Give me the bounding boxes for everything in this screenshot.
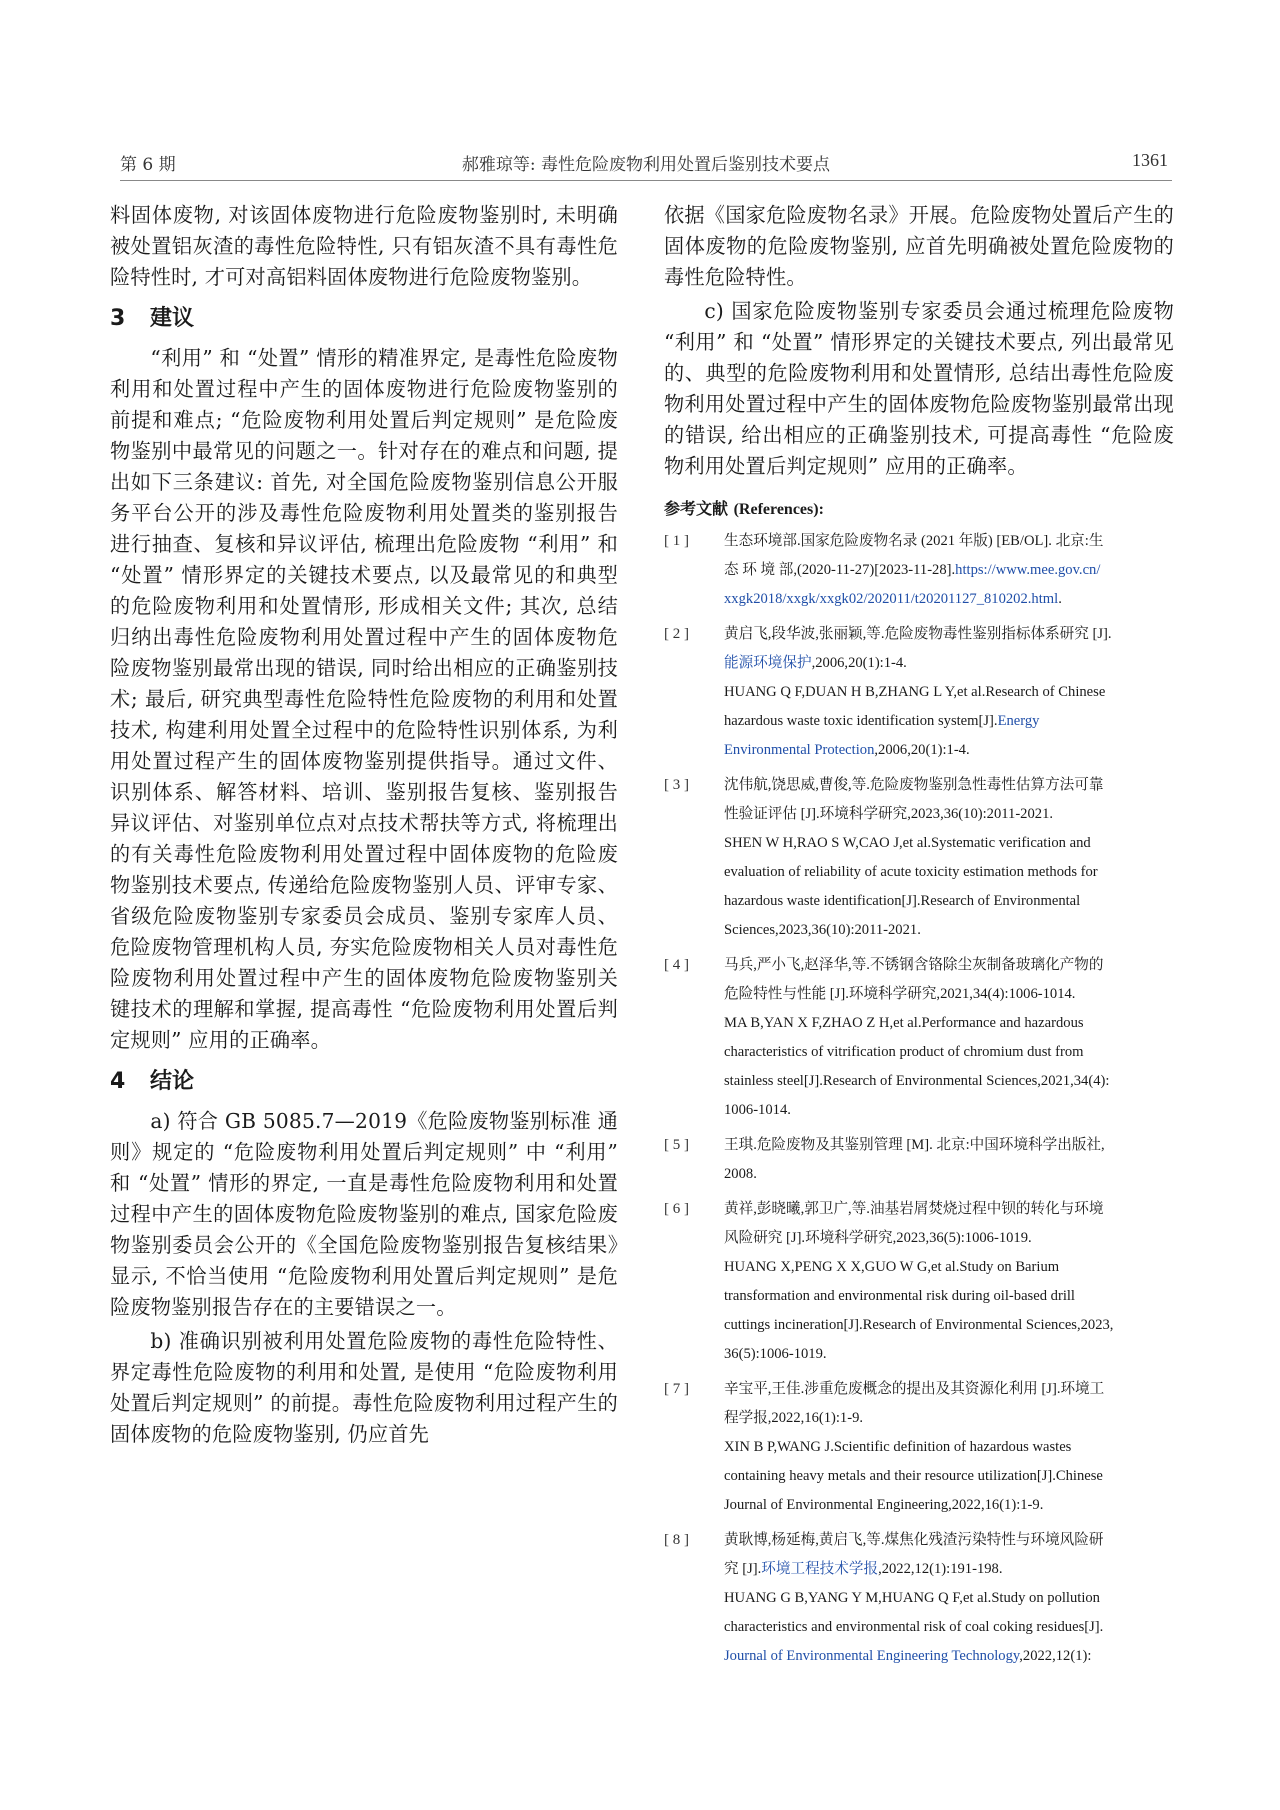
reference-line bbox=[724, 916, 1174, 945]
reference-number: [ 6 ] bbox=[664, 1201, 689, 1217]
reference-text: 态 环 境 部,(2020-11-27)[2023-11-28]. bbox=[724, 562, 956, 578]
reference-number: [ 4 ] bbox=[664, 957, 689, 973]
reference-link[interactable]: Journal of Environmental Engineering Technology bbox=[724, 1648, 1020, 1664]
reference-link[interactable]: Environmental Protection bbox=[724, 742, 875, 758]
conclusion-c: c) 国家危险废物鉴别专家委员会通过梳理危险废物 “利用” 和 “处置” 情形界定的关键技术要点, 列出最常见的、典型的危险废物利用和处置情形, 总结出毒性危险废物利用处置过程中产生的固体废物危险废物鉴别最常出现的错误, 给出相应的正确鉴别技术, 可提高毒性 “危险废物利用处置后判定规则” 应用的正确率。 bbox=[664, 299, 1174, 478]
paragraph-continued: 料固体废物, 对该固体废物进行危险废物鉴别时, 未明确被处置铝灰渣的毒性危险特性, 只有铝灰渣不具有毒性危险特性时, 才可对高铝料固体废物进行危险废物鉴别。 bbox=[110, 203, 618, 289]
reference-line bbox=[724, 1404, 1174, 1433]
reference-line bbox=[724, 1613, 1174, 1642]
reference-number: [ 2 ] bbox=[664, 626, 689, 642]
references-title-cn: 参考文献 bbox=[664, 499, 729, 518]
reference-line bbox=[724, 1038, 1174, 1067]
section-3-heading bbox=[110, 303, 618, 335]
reference-line bbox=[724, 1642, 1174, 1671]
references-title-en: (References): bbox=[733, 501, 824, 518]
reference-text: ,2006,20(1):1-4. bbox=[811, 655, 907, 671]
reference-link[interactable]: 环境工程技术学报 bbox=[761, 1561, 879, 1577]
reference-line bbox=[724, 620, 1174, 649]
conclusion-a: a) 符合 GB 5085.7—2019《危险废物鉴别标准 通则》规定的 “危险废物利用处置后判定规则” 中 “利用” 和 “处置” 情形的界定, 一直是毒性危险废物利用和处置过程中产生的固体废物危险废物鉴别的难点, 国家危险废物鉴别委员会公开的《全国危险废物鉴别报告复核结果》显示, 不恰当使用 “危险废物利用处置后判定规则” 是危险废物鉴别报告存在的主要错误之一。 bbox=[110, 1109, 618, 1319]
reference-item bbox=[664, 1131, 1174, 1189]
reference-text: 黄祥,彭晓曦,郭卫广,等.油基岩屑焚烧过程中钡的转化与环境 bbox=[724, 1201, 1104, 1217]
reference-text: Journal of Environmental Engineering,2022,16(1):1-9. bbox=[724, 1497, 1044, 1513]
section-number: 3 bbox=[110, 306, 126, 331]
reference-text: 危险特性与性能 [J].环境科学研究,2021,34(4):1006-1014. bbox=[724, 986, 1076, 1002]
issue-number: 第 6 期 bbox=[120, 155, 176, 175]
reference-text: 性验证评估 [J].环境科学研究,2023,36(10):2011-2021. bbox=[724, 806, 1054, 822]
reference-item bbox=[664, 771, 1174, 945]
reference-line bbox=[724, 1282, 1174, 1311]
section-title: 建议 bbox=[150, 306, 195, 331]
reference-line bbox=[724, 1195, 1174, 1224]
conclusion-b-continued: 依据《国家危险废物名录》开展。危险废物处置后产生的固体废物的危险废物鉴别, 应首先明确被处置危险废物的毒性危险特性。 bbox=[664, 203, 1174, 289]
running-title: 郝雅琼等: 毒性危险废物利用处置后鉴别技术要点 bbox=[461, 155, 831, 175]
reference-line bbox=[724, 1433, 1174, 1462]
reference-text: Sciences,2023,36(10):2011-2021. bbox=[724, 922, 921, 938]
reference-item bbox=[664, 620, 1174, 765]
reference-text: 风险研究 [J].环境科学研究,2023,36(5):1006-1019. bbox=[724, 1230, 1032, 1246]
reference-line bbox=[724, 1526, 1174, 1555]
reference-text: cuttings incineration[J].Research of Environmental Sciences,2023, bbox=[724, 1317, 1114, 1333]
reference-text: transformation and environmental risk during oil-based drill bbox=[724, 1288, 1075, 1304]
reference-number: [ 8 ] bbox=[664, 1532, 689, 1548]
reference-text: ,2006,20(1):1-4. bbox=[874, 742, 970, 758]
reference-line bbox=[724, 829, 1174, 858]
right-column bbox=[664, 200, 1174, 1677]
reference-text: hazardous waste toxic identification system[J]. bbox=[724, 713, 998, 729]
reference-line bbox=[724, 887, 1174, 916]
reference-line bbox=[724, 649, 1174, 678]
reference-text: 黄耿博,杨延梅,黄启飞,等.煤焦化残渣污染特性与环境风险研 bbox=[724, 1532, 1104, 1548]
running-header bbox=[120, 146, 1172, 181]
reference-line bbox=[724, 1253, 1174, 1282]
reference-item bbox=[664, 1526, 1174, 1671]
reference-line bbox=[724, 800, 1174, 829]
reference-text: characteristics of vitrification product of chromium dust from bbox=[724, 1044, 1084, 1060]
reference-text: hazardous waste identification[J].Research of Environmental bbox=[724, 893, 1081, 909]
reference-number: [ 1 ] bbox=[664, 533, 689, 549]
reference-text: 2008. bbox=[724, 1166, 757, 1182]
reference-line bbox=[724, 736, 1174, 765]
reference-text: 程学报,2022,16(1):1-9. bbox=[724, 1410, 864, 1426]
reference-line bbox=[724, 771, 1174, 800]
reference-text: MA B,YAN X F,ZHAO Z H,et al.Performance and hazardous bbox=[724, 1015, 1084, 1031]
reference-text: containing heavy metals and their resource utilization[J].Chinese bbox=[724, 1468, 1103, 1484]
reference-number: [ 3 ] bbox=[664, 777, 689, 793]
reference-text: 究 [J]. bbox=[724, 1561, 762, 1577]
reference-line bbox=[724, 527, 1174, 556]
reference-text: . bbox=[1058, 591, 1062, 607]
reference-text: 生态环境部.国家危险废物名录 (2021 年版) [EB/OL]. 北京:生 bbox=[724, 533, 1104, 549]
reference-line bbox=[724, 1555, 1174, 1584]
reference-line bbox=[724, 1340, 1174, 1369]
reference-item bbox=[664, 1375, 1174, 1520]
reference-line bbox=[724, 858, 1174, 887]
reference-text: 36(5):1006-1019. bbox=[724, 1346, 827, 1362]
reference-text: 王琪.危险废物及其鉴别管理 [M]. 北京:中国环境科学出版社, bbox=[724, 1137, 1105, 1153]
reference-link[interactable]: xxgk2018/xxgk/xxgk02/202011/t20201127_810202.html bbox=[724, 591, 1059, 607]
reference-line bbox=[724, 951, 1174, 980]
reference-line bbox=[724, 1096, 1174, 1125]
reference-line bbox=[724, 1067, 1174, 1096]
reference-line bbox=[724, 1311, 1174, 1340]
reference-text: 1006-1014. bbox=[724, 1102, 791, 1118]
reference-item bbox=[664, 1195, 1174, 1369]
reference-text: HUANG X,PENG X X,GUO W G,et al.Study on Barium bbox=[724, 1259, 1060, 1275]
reference-line bbox=[724, 980, 1174, 1009]
reference-text: evaluation of reliability of acute toxicity estimation methods for bbox=[724, 864, 1098, 880]
reference-text: HUANG G B,YANG Y M,HUANG Q F,et al.Study on pollution bbox=[724, 1590, 1100, 1606]
reference-line bbox=[724, 1009, 1174, 1038]
reference-line bbox=[724, 1131, 1174, 1160]
reference-line bbox=[724, 1224, 1174, 1253]
reference-link[interactable]: 能源环境保护 bbox=[724, 655, 812, 671]
section-3-paragraph: “利用” 和 “处置” 情形的精准界定, 是毒性危险废物利用和处置过程中产生的固体废物进行危险废物鉴别的前提和难点; “危险废物利用处置后判定规则” 是危险废物鉴别中最常见的问题之一。针对存在的难点和问题, 提出如下三条建议: 首先, 对全国危险废物鉴别信息公开服务平台公开的涉及毒性危险废物利用处置类的鉴别报告进行抽查、复核和异议评估, 梳理出危险废物 “利用” 和 “处置” 情形界定的关键技术要点, 以及最常见的和典型的危险废物利用和处置情形, 形成相关文件; 其次, 总结归纳出毒性危险废物利用处置过程中产生的固体废物危险废物鉴别最常出现的错误, 同时给出相应的正确鉴别技术; 最后, 研究典型毒性危险特性危险废物的利用和处置技术, 构建利用处置全过程中的危险特性识别体系, 为利用处置过程产生的固体废物鉴别提供指导。通过文件、识别体系、解答材料、培训、鉴别报告复核、鉴别报告异议评估、对鉴别单位点对点技术帮扶等方式, 将梳理出的有关毒性危险废物利用处置过程中固体废物的危险废物鉴别技术要点, 传递给危险废物鉴别人员、评审专家、省级危险废物鉴别专家委员会成员、鉴别专家库人员、危险废物管理机构人员, 夯实危险废物相关人员对毒性危险废物利用处置过程中产生的固体废物危险废物鉴别关键技术的理解和掌握, 提高毒性 “危险废物利用处置后判定规则” 应用的正确率。 bbox=[110, 346, 618, 1052]
reference-line bbox=[724, 1160, 1174, 1189]
reference-line bbox=[724, 678, 1174, 707]
reference-line bbox=[724, 1375, 1174, 1404]
reference-text: HUANG Q F,DUAN H B,ZHANG L Y,et al.Research of Chinese bbox=[724, 684, 1106, 700]
reference-number: [ 7 ] bbox=[664, 1381, 689, 1397]
reference-text: 黄启飞,段华波,张丽颖,等.危险废物毒性鉴别指标体系研究 [J]. bbox=[724, 626, 1112, 642]
section-number: 4 bbox=[110, 1069, 126, 1094]
reference-line bbox=[724, 585, 1174, 614]
reference-line bbox=[724, 707, 1174, 736]
reference-line bbox=[724, 1462, 1174, 1491]
reference-text: 辛宝平,王佳.涉重危废概念的提出及其资源化利用 [J].环境工 bbox=[724, 1381, 1105, 1397]
reference-list bbox=[664, 527, 1174, 1671]
reference-text: ,2022,12(1):191-198. bbox=[878, 1561, 1003, 1577]
reference-text: XIN B P,WANG J.Scientific definition of hazardous wastes bbox=[724, 1439, 1072, 1455]
reference-line bbox=[724, 1584, 1174, 1613]
reference-text: 马兵,严小飞,赵泽华,等.不锈钢含铬除尘灰制备玻璃化产物的 bbox=[724, 957, 1104, 973]
reference-text: ,2022,12(1): bbox=[1019, 1648, 1092, 1664]
reference-item bbox=[664, 527, 1174, 614]
section-4-heading bbox=[110, 1066, 618, 1098]
reference-link[interactable]: Energy bbox=[997, 713, 1040, 729]
reference-text: characteristics and environmental risk of coal coking residues[J]. bbox=[724, 1619, 1104, 1635]
page-number: 1361 bbox=[1132, 150, 1168, 170]
references-heading bbox=[664, 496, 1174, 519]
left-column bbox=[110, 200, 618, 1450]
reference-line bbox=[724, 1491, 1174, 1520]
conclusion-b: b) 准确识别被利用处置危险废物的毒性危险特性、界定毒性危险废物的利用和处置, 是使用 “危险废物利用处置后判定规则” 的前提。毒性危险废物利用过程产生的固体废物的危险废物鉴别, 仍应首先 bbox=[110, 1329, 618, 1446]
reference-item bbox=[664, 951, 1174, 1125]
reference-link[interactable]: https://www.mee.gov.cn/ bbox=[955, 562, 1101, 578]
section-title: 结论 bbox=[150, 1069, 195, 1094]
reference-line bbox=[724, 556, 1174, 585]
reference-text: SHEN W H,RAO S W,CAO J,et al.Systematic verification and bbox=[724, 835, 1091, 851]
reference-number: [ 5 ] bbox=[664, 1137, 689, 1153]
reference-text: stainless steel[J].Research of Environmental Sciences,2021,34(4): bbox=[724, 1073, 1110, 1089]
reference-text: 沈伟航,饶思威,曹俊,等.危险废物鉴别急性毒性估算方法可靠 bbox=[724, 777, 1104, 793]
